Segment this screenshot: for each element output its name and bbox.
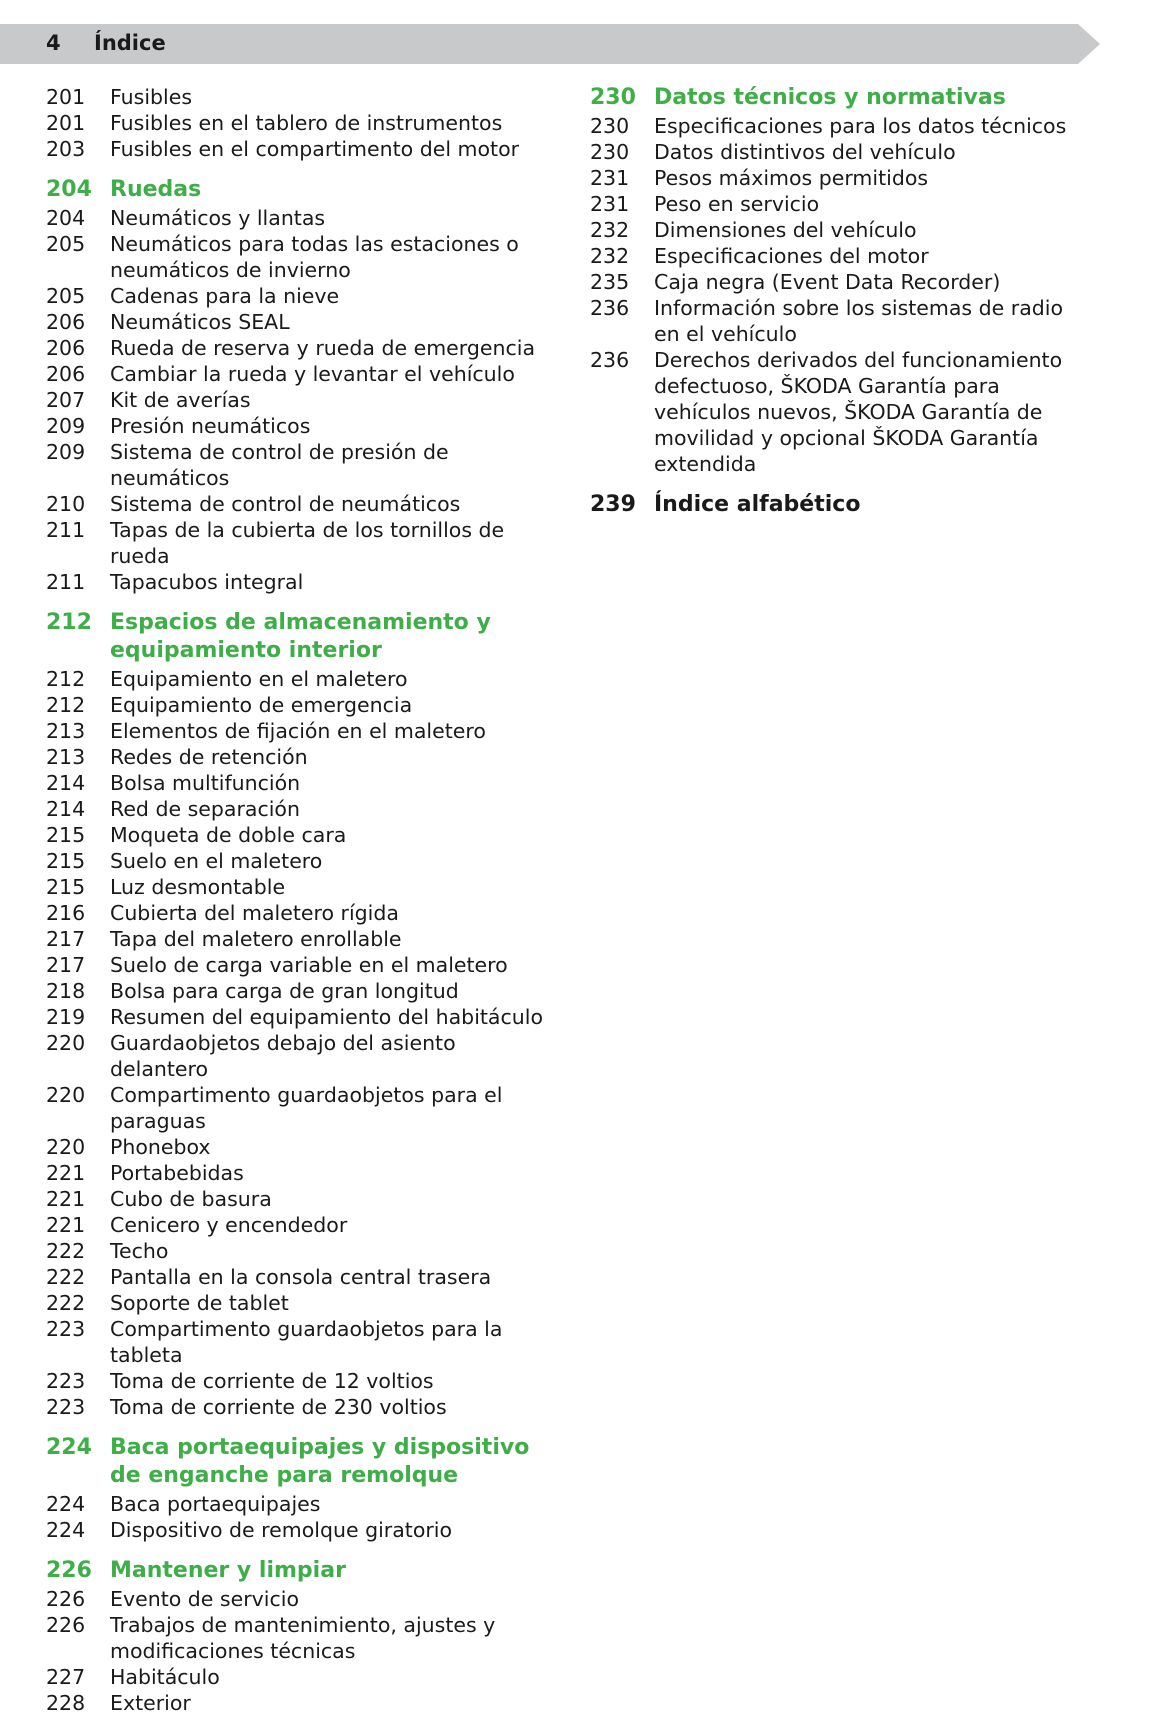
- toc-entry[interactable]: [46, 1004, 556, 1030]
- entry-title: Portabebidas: [110, 1161, 244, 1185]
- entry-page-number: 222: [46, 1291, 86, 1315]
- entry-page-number: 235: [590, 270, 630, 294]
- entry-page-number: 222: [46, 1265, 86, 1289]
- toc-entry[interactable]: [46, 1134, 556, 1160]
- entry-page-number: 205: [46, 284, 86, 308]
- toc-entry[interactable]: [46, 1186, 556, 1212]
- entry-title: Suelo en el maletero: [110, 849, 323, 873]
- entry-title: Peso en servicio: [654, 192, 820, 216]
- heading-title: Índice alfabético: [654, 492, 861, 517]
- entry-page-number: 230: [590, 140, 630, 164]
- toc-entry[interactable]: [46, 1160, 556, 1186]
- toc-entry[interactable]: [590, 347, 1090, 477]
- entry-page-number: 214: [46, 797, 86, 821]
- entry-title: Cadenas para la nieve: [110, 284, 340, 308]
- toc-section-heading[interactable]: [46, 609, 556, 665]
- entry-page-number: 206: [46, 336, 86, 360]
- entry-page-number: 212: [46, 667, 86, 691]
- entry-title: Suelo de carga variable en el maletero: [110, 953, 508, 977]
- toc-entry[interactable]: [46, 848, 556, 874]
- entry-page-number: 207: [46, 388, 86, 412]
- toc-entry[interactable]: [46, 110, 556, 136]
- entry-page-number: 212: [46, 693, 86, 717]
- entry-page-number: 220: [46, 1083, 86, 1107]
- entry-page-number: 220: [46, 1031, 86, 1055]
- toc-entry[interactable]: [46, 1394, 556, 1420]
- toc-section: [46, 1434, 556, 1543]
- entry-page-number: 210: [46, 492, 86, 516]
- entry-title: Kit de averías: [110, 388, 251, 412]
- entry-page-number: 215: [46, 849, 86, 873]
- toc-section: [590, 491, 1090, 519]
- entry-page-number: 221: [46, 1213, 86, 1237]
- toc-entry[interactable]: [46, 1491, 556, 1517]
- entry-page-number: 221: [46, 1161, 86, 1185]
- toc-entry[interactable]: [46, 136, 556, 162]
- entry-page-number: 218: [46, 979, 86, 1003]
- toc-entry[interactable]: [46, 361, 556, 387]
- entry-page-number: 215: [46, 875, 86, 899]
- toc-entry[interactable]: [46, 1264, 556, 1290]
- entry-title: Sistema de control de presión de neumáticos: [110, 440, 449, 490]
- entry-title: Derechos derivados del funcionamiento defectuoso, ŠKODA Garantía para vehículos nuevos, ŠKODA Garantía de movilidad y opcional ŠKODA Garantía extendida: [654, 348, 1063, 476]
- entry-title: Tapa del maletero enrollable: [110, 927, 402, 951]
- toc-entry[interactable]: [590, 165, 1090, 191]
- toc-entry[interactable]: [46, 491, 556, 517]
- entry-page-number: 215: [46, 823, 86, 847]
- entry-title: Baca portaequipajes: [110, 1492, 321, 1516]
- toc-section: [46, 176, 556, 595]
- toc-entry[interactable]: [46, 744, 556, 770]
- toc-section-heading[interactable]: [46, 1557, 556, 1585]
- entry-page-number: 231: [590, 192, 630, 216]
- entry-title: Compartimento guardaobjetos para la tableta: [110, 1317, 503, 1367]
- toc-entry[interactable]: [46, 1082, 556, 1134]
- entry-title: Fusibles en el compartimento del motor: [110, 137, 520, 161]
- toc-entry[interactable]: [46, 517, 556, 569]
- entry-title: Datos distintivos del vehículo: [654, 140, 956, 164]
- entry-page-number: 221: [46, 1187, 86, 1211]
- toc-section: [46, 609, 556, 1420]
- entry-page-number: 222: [46, 1239, 86, 1263]
- toc-entry[interactable]: [46, 1238, 556, 1264]
- toc-entry[interactable]: [46, 84, 556, 110]
- entry-page-number: 206: [46, 362, 86, 386]
- toc-right-column: [590, 84, 1090, 533]
- toc-entry[interactable]: [46, 1664, 556, 1690]
- heading-page-number: 212: [46, 610, 92, 635]
- entry-title: Equipamiento de emergencia: [110, 693, 413, 717]
- heading-title: Mantener y limpiar: [110, 1558, 346, 1583]
- entry-page-number: 213: [46, 719, 86, 743]
- entry-title: Compartimento guardaobjetos para el paraguas: [110, 1083, 503, 1133]
- entry-title: Sistema de control de neumáticos: [110, 492, 461, 516]
- entry-page-number: 223: [46, 1317, 86, 1341]
- toc-entry[interactable]: [46, 718, 556, 744]
- entry-title: Soporte de tablet: [110, 1291, 289, 1315]
- heading-page-number: 239: [590, 492, 636, 517]
- entry-title: Pantalla en la consola central trasera: [110, 1265, 492, 1289]
- toc-entry[interactable]: [46, 439, 556, 491]
- toc-entry[interactable]: [46, 283, 556, 309]
- entry-page-number: 216: [46, 901, 86, 925]
- entry-title: Rueda de reserva y rueda de emergencia: [110, 336, 536, 360]
- page-number: 4: [46, 31, 61, 55]
- entry-page-number: 211: [46, 570, 86, 594]
- entry-title: Fusibles en el tablero de instrumentos: [110, 111, 503, 135]
- entry-title: Resumen del equipamiento del habitáculo: [110, 1005, 543, 1029]
- toc-entry[interactable]: [46, 387, 556, 413]
- entry-page-number: 205: [46, 232, 86, 256]
- toc-entry[interactable]: [46, 1586, 556, 1612]
- toc-entry[interactable]: [590, 113, 1090, 139]
- entry-page-number: 206: [46, 310, 86, 334]
- toc-entry[interactable]: [46, 1290, 556, 1316]
- entry-page-number: 223: [46, 1395, 86, 1419]
- entry-title: Cubo de basura: [110, 1187, 272, 1211]
- toc-entry[interactable]: [46, 1030, 556, 1082]
- entry-title: Bolsa multifunción: [110, 771, 301, 795]
- toc-entry[interactable]: [590, 295, 1090, 347]
- entry-title: Tapas de la cubierta de los tornillos de rueda: [110, 518, 505, 568]
- entry-title: Especificaciones del motor: [654, 244, 929, 268]
- entry-page-number: 224: [46, 1518, 86, 1542]
- heading-title: Baca portaequipajes y dispositivo de enganche para remolque: [110, 1435, 530, 1488]
- entry-page-number: 224: [46, 1492, 86, 1516]
- toc-entry[interactable]: [46, 1690, 556, 1716]
- toc-entry[interactable]: [46, 770, 556, 796]
- toc-entry[interactable]: [46, 205, 556, 231]
- entry-page-number: 214: [46, 771, 86, 795]
- entry-title: Especificaciones para los datos técnicos: [654, 114, 1067, 138]
- toc-entry[interactable]: [590, 269, 1090, 295]
- toc-entry[interactable]: [46, 309, 556, 335]
- toc-entry[interactable]: [46, 335, 556, 361]
- toc-entry[interactable]: [590, 139, 1090, 165]
- entry-title: Tapacubos integral: [110, 570, 304, 594]
- entry-page-number: 213: [46, 745, 86, 769]
- entry-page-number: 211: [46, 518, 86, 542]
- entry-page-number: 231: [590, 166, 630, 190]
- toc-entry[interactable]: [46, 952, 556, 978]
- toc-entry[interactable]: [46, 874, 556, 900]
- entry-title: Información sobre los sistemas de radio en el vehículo: [654, 296, 1064, 346]
- entry-title: Phonebox: [110, 1135, 211, 1159]
- toc-left-column: [46, 84, 556, 1730]
- entry-title: Cenicero y encendedor: [110, 1213, 348, 1237]
- entry-page-number: 220: [46, 1135, 86, 1159]
- toc-entry[interactable]: [46, 1368, 556, 1394]
- entry-title: Dispositivo de remolque giratorio: [110, 1518, 453, 1542]
- entry-page-number: 217: [46, 953, 86, 977]
- toc-entry[interactable]: [46, 900, 556, 926]
- heading-title: Ruedas: [110, 177, 202, 202]
- toc-entry[interactable]: [46, 978, 556, 1004]
- heading-page-number: 224: [46, 1435, 92, 1460]
- heading-title: Datos técnicos y normativas: [654, 85, 1006, 110]
- toc-entry[interactable]: [46, 692, 556, 718]
- toc-section: [590, 84, 1090, 477]
- entry-page-number: 201: [46, 111, 86, 135]
- entry-title: Dimensiones del vehículo: [654, 218, 917, 242]
- toc-entry[interactable]: [46, 1612, 556, 1664]
- toc-section: [46, 1557, 556, 1716]
- entry-page-number: 228: [46, 1691, 86, 1715]
- toc-entry[interactable]: [46, 569, 556, 595]
- entry-page-number: 227: [46, 1665, 86, 1689]
- entry-title: Cubierta del maletero rígida: [110, 901, 399, 925]
- page-title: Índice: [94, 31, 166, 55]
- entry-page-number: 217: [46, 927, 86, 951]
- toc-entry[interactable]: [46, 1212, 556, 1238]
- heading-page-number: 230: [590, 85, 636, 110]
- toc-entry[interactable]: [46, 822, 556, 848]
- entry-title: Luz desmontable: [110, 875, 286, 899]
- entry-page-number: 203: [46, 137, 86, 161]
- toc-entry[interactable]: [46, 1517, 556, 1543]
- toc-entry[interactable]: [590, 217, 1090, 243]
- entry-page-number: 226: [46, 1587, 86, 1611]
- toc-entry[interactable]: [46, 413, 556, 439]
- entry-title: Evento de servicio: [110, 1587, 299, 1611]
- entry-title: Caja negra (Event Data Recorder): [654, 270, 1001, 294]
- entry-title: Fusibles: [110, 85, 193, 109]
- toc-section: [46, 84, 556, 162]
- entry-title: Techo: [110, 1239, 169, 1263]
- entry-title: Neumáticos para todas las estaciones o neumáticos de invierno: [110, 232, 519, 282]
- entry-title: Red de separación: [110, 797, 300, 821]
- entry-title: Presión neumáticos: [110, 414, 311, 438]
- entry-title: Equipamiento en el maletero: [110, 667, 408, 691]
- entry-title: Pesos máximos permitidos: [654, 166, 929, 190]
- toc-section-heading[interactable]: [46, 1434, 556, 1490]
- entry-page-number: 236: [590, 296, 630, 320]
- toc-entry[interactable]: [46, 666, 556, 692]
- entry-title: Cambiar la rueda y levantar el vehículo: [110, 362, 515, 386]
- entry-title: Trabajos de mantenimiento, ajustes y modificaciones técnicas: [110, 1613, 496, 1663]
- entry-page-number: 223: [46, 1369, 86, 1393]
- entry-page-number: 230: [590, 114, 630, 138]
- entry-title: Toma de corriente de 230 voltios: [110, 1395, 447, 1419]
- entry-title: Neumáticos y llantas: [110, 206, 326, 230]
- entry-page-number: 236: [590, 348, 630, 372]
- entry-title: Exterior: [110, 1691, 191, 1715]
- entry-page-number: 201: [46, 85, 86, 109]
- entry-page-number: 204: [46, 206, 86, 230]
- entry-title: Neumáticos SEAL: [110, 310, 290, 334]
- entry-title: Elementos de fijación en el maletero: [110, 719, 486, 743]
- toc-section-heading[interactable]: [590, 491, 1090, 519]
- toc-entry[interactable]: [46, 796, 556, 822]
- entry-page-number: 226: [46, 1613, 86, 1637]
- entry-page-number: 219: [46, 1005, 86, 1029]
- toc-entry[interactable]: [590, 243, 1090, 269]
- toc-entry[interactable]: [46, 1316, 556, 1368]
- toc-section-heading[interactable]: [590, 84, 1090, 112]
- entry-page-number: 209: [46, 414, 86, 438]
- heading-page-number: 204: [46, 177, 92, 202]
- entry-title: Redes de retención: [110, 745, 308, 769]
- entry-page-number: 232: [590, 218, 630, 242]
- entry-title: Guardaobjetos debajo del asiento delantero: [110, 1031, 456, 1081]
- toc-entry[interactable]: [46, 231, 556, 283]
- entry-title: Moqueta de doble cara: [110, 823, 347, 847]
- entry-title: Habitáculo: [110, 1665, 220, 1689]
- heading-page-number: 226: [46, 1558, 92, 1583]
- toc-section-heading[interactable]: [46, 176, 556, 204]
- toc-entry[interactable]: [46, 926, 556, 952]
- entry-page-number: 209: [46, 440, 86, 464]
- heading-title: Espacios de almacenamiento y equipamiento interior: [110, 610, 491, 663]
- toc-entry[interactable]: [590, 191, 1090, 217]
- entry-title: Bolsa para carga de gran longitud: [110, 979, 459, 1003]
- entry-page-number: 232: [590, 244, 630, 268]
- entry-title: Toma de corriente de 12 voltios: [110, 1369, 434, 1393]
